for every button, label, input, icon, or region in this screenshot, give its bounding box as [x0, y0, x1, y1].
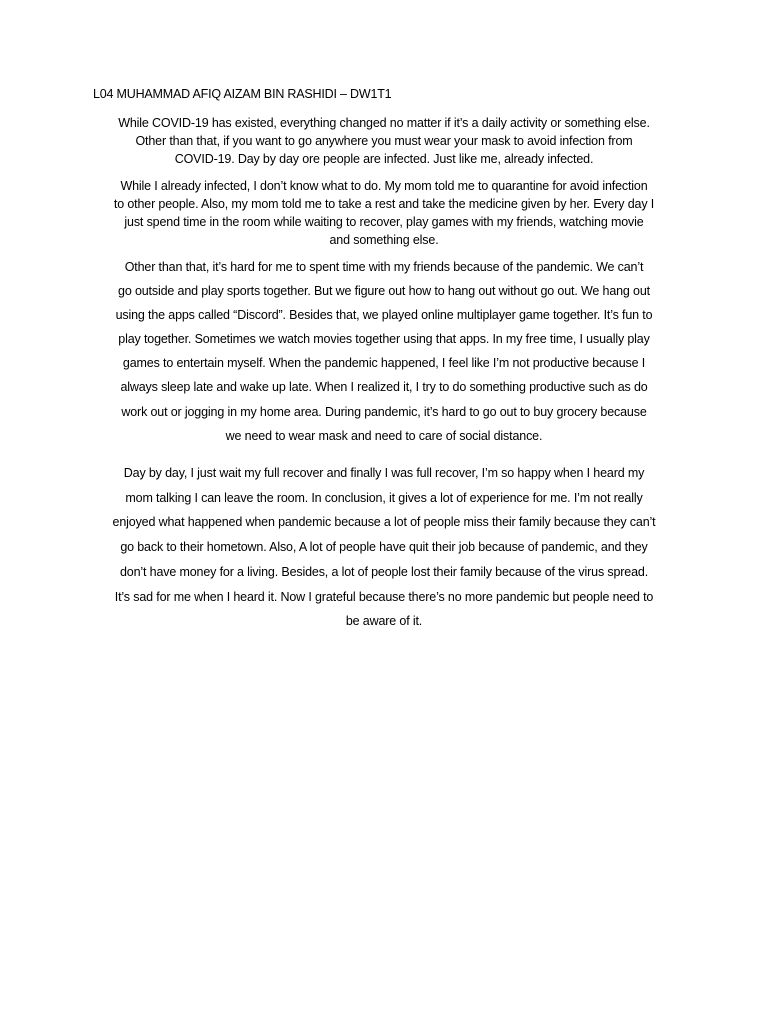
paragraph-line: mom talking I can leave the room. In conclusion, it gives a lot of experience for me. I’m not really: [125, 490, 643, 505]
paragraph-line: always sleep late and wake up late. When I realized it, I try to do something productive such as do: [120, 380, 648, 395]
paragraph-line: don’t have money for a living. Besides, a lot of people lost their family because of the virus spread.: [119, 564, 649, 579]
paragraph-line: using the apps called “Discord”. Besides that, we played online multiplayer game together. It’s fun to: [115, 308, 653, 323]
paragraph-line: play together. Sometimes we watch movies together using that apps. In my free time, I usually play: [118, 332, 650, 347]
paragraph-line: work out or jogging in my home area. During pandemic, it’s hard to go out to buy grocery because: [121, 404, 647, 419]
paragraph-line: While COVID-19 has existed, everything changed no matter if it’s a daily activity or something else.: [118, 116, 650, 130]
paragraph-line: Other than that, it’s hard for me to spent time with my friends because of the pandemic. We can’t: [124, 260, 644, 274]
paragraph-line: go back to their hometown. Also, A lot of people have quit their job because of pandemic, and they: [120, 540, 648, 555]
paragraph-line: and something else.: [329, 233, 439, 247]
paragraph-3: [86, 255, 682, 448]
paragraph-line: we need to wear mask and need to care of social distance.: [225, 428, 543, 443]
paragraph-line: enjoyed what happened when pandemic because a lot of people miss their family because they can’t: [112, 515, 656, 530]
paragraph-line: COVID-19. Day by day ore people are infected. Just like me, already infected.: [174, 152, 594, 166]
paragraph-line: go outside and play sports together. But we figure out how to hang out without go out. We hang out: [118, 284, 650, 299]
paragraph-line: Other than that, if you want to go anywhere you must wear your mask to avoid infection from: [135, 134, 633, 148]
paragraph-2: [86, 177, 682, 249]
paragraph-line: just spend time in the room while waiting to recover, play games with my friends, watching movie: [124, 215, 644, 229]
paragraph-line: Day by day, I just wait my full recover and finally I was full recover, I’m so happy when I heard my: [123, 466, 645, 480]
paragraph-line: be aware of it.: [345, 614, 423, 629]
paragraph-line: While I already infected, I don’t know what to do. My mom told me to quarantine for avoid infection: [120, 179, 648, 193]
document-header: L04 MUHAMMAD AFIQ AIZAM BIN RASHIDI – DW1T1: [93, 87, 392, 101]
paragraph-line: It’s sad for me when I heard it. Now I grateful because there’s no more pandemic but people need to: [114, 589, 654, 604]
paragraph-line: games to entertain myself. When the pandemic happened, I feel like I’m not productive because I: [122, 356, 646, 371]
paragraph-line: to other people. Also, my mom told me to take a rest and take the medicine given by her. Every day I: [113, 197, 655, 211]
paragraph-4: [86, 461, 682, 634]
paragraph-1: [86, 114, 682, 168]
